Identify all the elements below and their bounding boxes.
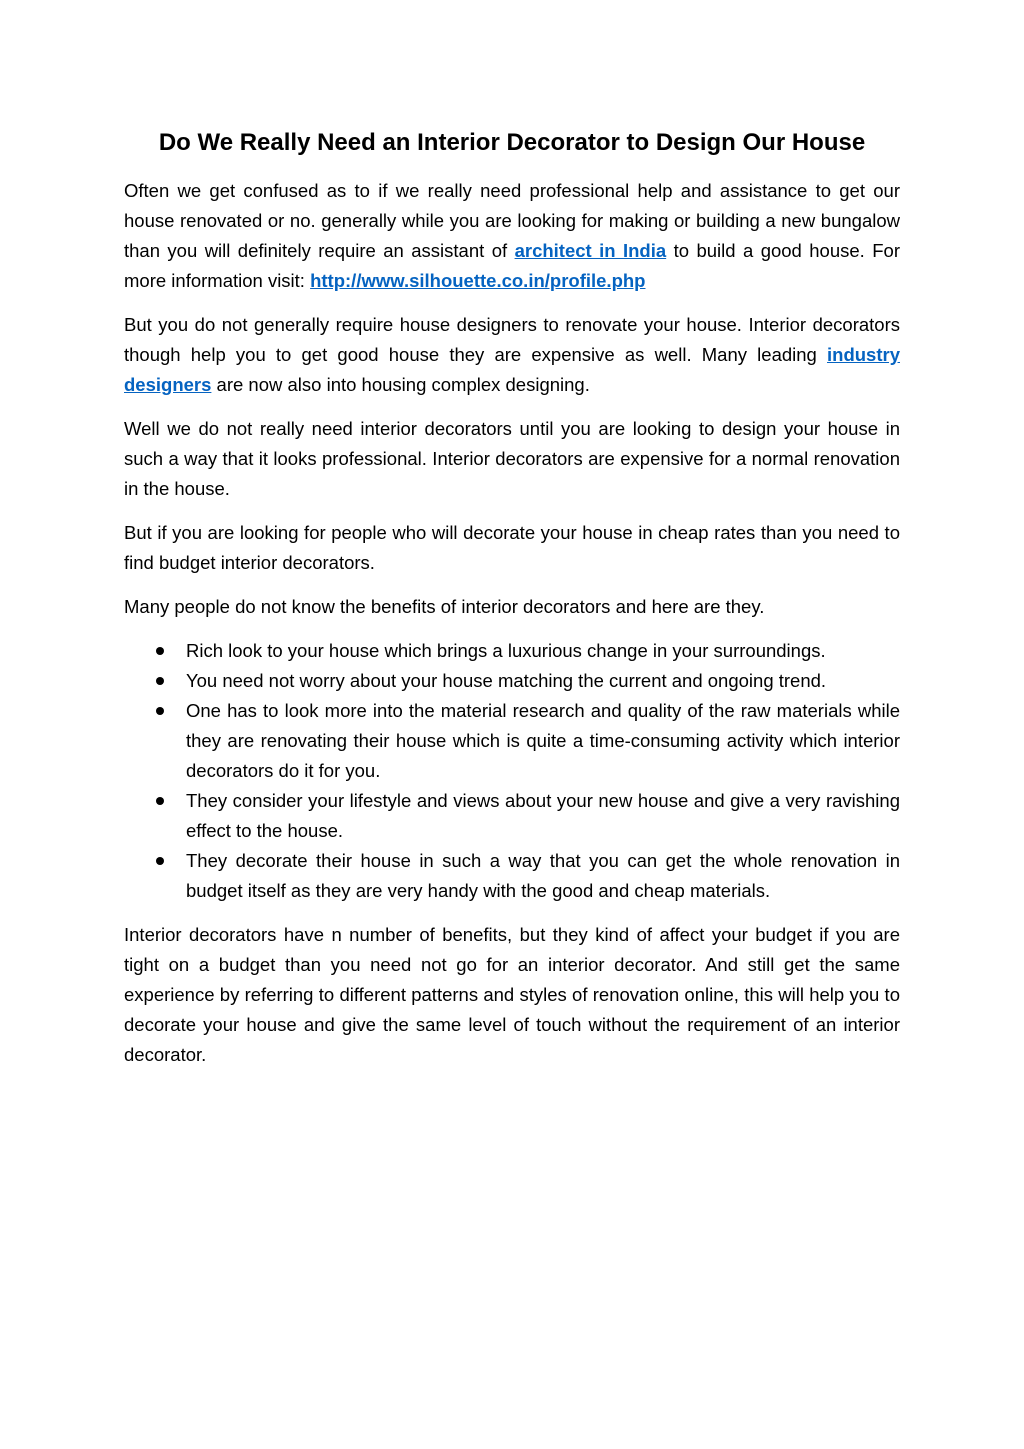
bullet-icon bbox=[156, 707, 164, 715]
list-item bbox=[124, 636, 900, 666]
list-item bbox=[124, 786, 900, 846]
list-item-text: You need not worry about your house matching the current and ongoing trend. bbox=[186, 670, 827, 691]
list-item bbox=[124, 696, 900, 786]
list-item bbox=[124, 846, 900, 906]
bullet-icon bbox=[156, 647, 164, 655]
list-item bbox=[124, 666, 900, 696]
document-title: Do We Really Need an Interior Decorator to Design Our House bbox=[158, 129, 866, 156]
paragraph-budget-decorators: But if you are looking for people who will decorate your house in cheap rates than you need to find budget interior decorators. bbox=[124, 522, 900, 573]
list-item-text: One has to look more into the material research and quality of the raw materials while they are renovating their house which is quite a time-consuming activity which interior decorators do it for you. bbox=[186, 700, 900, 781]
bullet-icon bbox=[156, 797, 164, 805]
paragraph-conclusion: Interior decorators have n number of benefits, but they kind of affect your budget if you are tight on a budget than you need not go for an interior decorator. And still get the same experience by referring to different patterns and styles of renovation online, this will help you to decorate your house and give the same level of touch without the requirement of an interior decorator. bbox=[124, 924, 900, 1065]
architect-in-india-link[interactable]: architect in India bbox=[514, 240, 667, 261]
paragraph-text: to build a good house. For more information visit: bbox=[124, 240, 900, 291]
bullet-icon bbox=[156, 677, 164, 685]
list-item-text: They decorate their house in such a way that you can get the whole renovation in budget itself as they are very handy with the good and cheap materials. bbox=[186, 850, 900, 901]
paragraph-benefits-intro: Many people do not know the benefits of interior decorators and here are they. bbox=[124, 596, 765, 617]
paragraph-text: But you do not generally require house designers to renovate your house. Interior decorators though help you to get good house they are expensive as well. Many leading bbox=[124, 314, 900, 365]
paragraph-text: are now also into housing complex designing. bbox=[211, 374, 590, 395]
paragraph-need-decorators: Well we do not really need interior decorators until you are looking to design your house in such a way that it looks professional. Interior decorators are expensive for a normal renovation in the house. bbox=[124, 418, 900, 499]
benefits-list bbox=[124, 636, 900, 906]
paragraph-text: Often we get confused as to if we really need professional help and assistance to get our house renovated or no. generally while you are looking for making or building a new bungalow than you will definitely require an assistant of bbox=[124, 180, 900, 261]
paragraph-house-designers bbox=[124, 310, 900, 400]
paragraph-intro bbox=[124, 176, 900, 296]
industry-designers-link[interactable]: industry designers bbox=[124, 344, 900, 395]
list-item-text: They consider your lifestyle and views about your new house and give a very ravishing effect to the house. bbox=[186, 790, 900, 841]
document-page bbox=[124, 124, 900, 1070]
bullet-icon bbox=[156, 857, 164, 865]
list-item-text: Rich look to your house which brings a luxurious change in your surroundings. bbox=[186, 640, 826, 661]
silhouette-profile-link[interactable]: http://www.silhouette.co.in/profile.php bbox=[310, 270, 646, 291]
